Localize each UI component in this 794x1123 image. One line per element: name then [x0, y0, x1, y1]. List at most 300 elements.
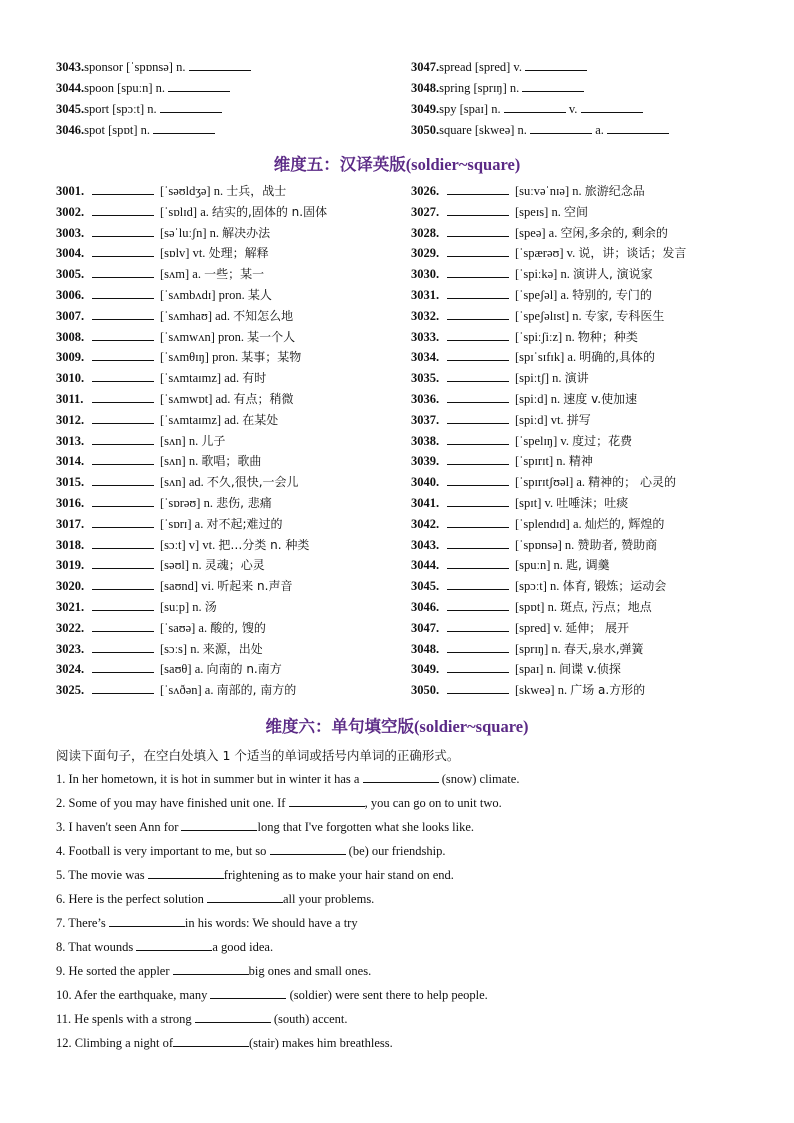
vocab-row — [56, 433, 225, 449]
definition: 特别的, 专门的 — [572, 288, 652, 302]
phonetic: [spaɪ] n. — [515, 662, 556, 677]
item-number: 3027. — [411, 204, 440, 219]
sentence-after: (snow) climate. — [438, 772, 520, 786]
item-number: 3034. — [411, 350, 440, 365]
answer-blank[interactable] — [136, 939, 212, 951]
phonetic: [ˈspɪrɪt] n. — [515, 454, 566, 469]
definition: 体育, 锻炼；运动会 — [562, 579, 667, 594]
answer-blank[interactable] — [447, 599, 509, 611]
item-number: 3050. — [411, 123, 440, 137]
sentence-before: 10. Afer the earthquake, many — [56, 988, 211, 1002]
sentence-before: 5. The movie was — [56, 868, 148, 882]
answer-blank[interactable] — [92, 266, 154, 278]
definition: 结实的,固体的 n.固体 — [212, 204, 328, 219]
answer-blank[interactable] — [447, 349, 509, 361]
answer-blank[interactable] — [530, 122, 592, 134]
sentence-before: 3. I haven't seen Ann for — [56, 820, 182, 834]
answer-blank[interactable] — [92, 516, 154, 528]
sentence-after: big ones and small ones. — [248, 964, 372, 978]
answer-blank[interactable] — [92, 682, 154, 694]
answer-blank[interactable] — [195, 1011, 271, 1023]
item-number: 3046. — [56, 123, 85, 137]
sentence-after: long that I've forgotten what she looks like. — [257, 820, 475, 834]
definition: 速度 v.使加速 — [563, 392, 638, 406]
phonetic: [sɔːt] v] vt. — [160, 537, 216, 552]
answer-blank[interactable] — [92, 474, 154, 486]
phonetic: [suːp] n. — [160, 600, 202, 614]
item-number: 3012. — [56, 412, 85, 427]
item-number: 3042. — [411, 516, 440, 531]
sentence-after: all your problems. — [283, 892, 375, 906]
vocab-row — [56, 204, 327, 220]
sentence-before: 12. Climbing a night of — [56, 1036, 174, 1050]
answer-blank[interactable] — [92, 578, 154, 590]
vocab-row — [56, 641, 263, 657]
vocab-row — [411, 287, 652, 303]
item-text: sport [spɔːt] n. — [84, 102, 157, 116]
definition: 南部的, 南方的 — [216, 683, 297, 698]
phonetic: [ˈspiːʃiːz] n. — [515, 329, 575, 344]
answer-blank[interactable] — [148, 867, 224, 879]
vocab-row — [411, 599, 652, 615]
item-number: 3016. — [56, 496, 85, 510]
answer-blank[interactable] — [92, 370, 154, 382]
vocab-row — [56, 329, 295, 345]
phonetic: [səʊl] n. — [160, 558, 202, 573]
definition: 有时 — [242, 371, 267, 386]
definition: 旅游纪念品 — [584, 184, 645, 198]
vocab-row — [411, 266, 653, 282]
definition: 某事；某物 — [241, 350, 302, 365]
sentence-item — [56, 939, 273, 955]
answer-blank[interactable] — [447, 682, 509, 694]
phonetic: [ˈsɒrəʊ] n. — [160, 496, 213, 510]
answer-blank[interactable] — [270, 843, 346, 855]
answer-blank[interactable] — [447, 287, 509, 299]
item-number: 3047. — [411, 60, 440, 74]
sentence-item — [56, 819, 474, 835]
top-row-item — [411, 59, 587, 75]
phonetic: [ˈsʌmtaɪmz] ad. — [160, 412, 240, 427]
answer-blank[interactable] — [289, 795, 365, 807]
sentence-before: 6. Here is the perfect solution — [56, 892, 207, 906]
top-row-item — [56, 59, 251, 75]
section6-instruction: 阅读下面句子，在空白处填入 1 个适当的单词或括号内单词的正确形式。 — [56, 748, 460, 763]
answer-blank[interactable] — [447, 391, 509, 403]
definition: 某人 — [247, 288, 272, 302]
item-extra: a. — [595, 123, 604, 137]
item-number: 3044. — [56, 81, 85, 95]
answer-blank[interactable] — [447, 557, 509, 569]
item-number: 3020. — [56, 579, 85, 594]
definition: 来源，出处 — [202, 641, 263, 656]
definition: 悲伤, 悲痛 — [216, 496, 272, 510]
phonetic: [sɒlv] vt. — [160, 246, 206, 261]
phonetic: [spred] v. — [515, 620, 563, 635]
sentence-before: 2. Some of you may have finished unit one. If — [56, 796, 289, 810]
answer-blank[interactable] — [92, 349, 154, 361]
vocab-row — [56, 225, 270, 241]
item-number: 3032. — [411, 308, 440, 323]
vocab-row — [56, 537, 309, 553]
vocab-row — [56, 474, 299, 490]
answer-blank[interactable] — [447, 225, 509, 237]
vocab-row — [411, 620, 629, 636]
item-number: 3015. — [56, 475, 85, 490]
vocab-row — [411, 391, 637, 407]
vocab-row — [56, 412, 278, 428]
sentence-before: 9. He sorted the appler — [56, 964, 173, 978]
phonetic: [ˈspeʃəlɪst] n. — [515, 308, 582, 323]
top-row-item — [411, 122, 669, 138]
answer-blank[interactable] — [92, 620, 154, 632]
phonetic: [speɪs] n. — [515, 204, 561, 219]
item-number: 3007. — [56, 308, 85, 323]
answer-blank[interactable] — [189, 59, 251, 71]
definition: 对不起;难过的 — [206, 516, 283, 531]
phonetic: [sɔːs] n. — [160, 641, 200, 656]
phonetic: [ˈsʌmhaʊ] ad. — [160, 308, 231, 323]
vocab-row — [411, 453, 593, 469]
definition: 延伸； 展开 — [565, 620, 630, 635]
definition: 匙, 调羹 — [566, 558, 610, 573]
vocab-row — [56, 578, 292, 594]
phonetic: [ˈsɒrɪ] a. — [160, 516, 204, 531]
sentence-before: 1. In her hometown, it is hot in summer but in winter it has a — [56, 772, 363, 786]
item-number: 3005. — [56, 267, 85, 282]
answer-blank[interactable] — [447, 661, 509, 673]
definition: 酸的, 馊的 — [210, 620, 266, 635]
answer-blank[interactable] — [525, 59, 587, 71]
phonetic: [ˈsɒlɪd] a. — [160, 204, 209, 219]
phonetic: [ˈspærəʊ] v. — [515, 246, 576, 261]
item-number: 3046. — [411, 600, 440, 614]
phonetic: [spɪt] v. — [515, 496, 554, 510]
item-number: 3014. — [56, 454, 85, 469]
answer-blank[interactable] — [447, 453, 509, 465]
item-number: 3029. — [411, 246, 440, 261]
answer-blank[interactable] — [447, 370, 509, 382]
answer-blank[interactable] — [92, 412, 154, 424]
item-number: 3041. — [411, 496, 440, 510]
answer-blank[interactable] — [92, 204, 154, 216]
vocab-row — [56, 183, 286, 199]
answer-blank[interactable] — [92, 537, 154, 549]
definition: 赞助者, 赞助商 — [577, 537, 658, 552]
definition: 灵魂；心灵 — [204, 558, 265, 573]
sentence-before: 7. There’s — [56, 916, 109, 930]
definition: 专家, 专科医生 — [584, 308, 665, 323]
answer-blank[interactable] — [522, 80, 584, 92]
definition: 一些；某一 — [204, 267, 265, 282]
item-number: 3019. — [56, 558, 85, 573]
top-row-item — [56, 101, 222, 117]
phonetic: [ˈsplendɪd] a. — [515, 516, 582, 531]
definition: 春天,泉水,弹簧 — [563, 641, 644, 656]
item-number: 3043. — [411, 537, 440, 552]
vocab-row — [56, 391, 294, 407]
phonetic: [ˈspeʃəl] a. — [515, 288, 570, 302]
definition: 处理；解释 — [208, 246, 269, 261]
phonetic: [ˈsʌmwʌn] pron. — [160, 329, 245, 344]
item-number: 3018. — [56, 537, 85, 552]
item-number: 3021. — [56, 600, 85, 614]
answer-blank[interactable] — [447, 495, 509, 507]
answer-blank[interactable] — [160, 101, 222, 113]
vocab-row — [56, 370, 266, 386]
answer-blank[interactable] — [207, 891, 283, 903]
vocab-row — [411, 516, 664, 532]
answer-blank[interactable] — [210, 987, 286, 999]
definition: 不久,很快,一会儿 — [206, 475, 299, 490]
answer-blank[interactable] — [447, 308, 509, 320]
definition: 物种；种类 — [577, 329, 638, 344]
definition: 斑点, 污点；地点 — [560, 600, 652, 614]
sentence-before: 8. That wounds — [56, 940, 137, 954]
answer-blank[interactable] — [447, 412, 509, 424]
sentence-after: (be) our friendship. — [345, 844, 446, 858]
answer-blank[interactable] — [447, 329, 509, 341]
answer-blank[interactable] — [153, 122, 215, 134]
sentence-item — [56, 795, 502, 811]
item-number: 3047. — [411, 620, 440, 635]
answer-blank[interactable] — [181, 819, 257, 831]
item-number: 3049. — [411, 102, 440, 116]
item-number: 3026. — [411, 184, 440, 198]
definition: 说，讲；谈话；发言 — [578, 246, 687, 261]
answer-blank[interactable] — [447, 204, 509, 216]
section5-title — [0, 151, 794, 175]
item-extra: v. — [568, 102, 578, 116]
phonetic: [spɒt] n. — [515, 600, 557, 614]
section5-title-en: (soldier~square) — [405, 155, 521, 174]
answer-blank[interactable] — [92, 287, 154, 299]
item-number: 3024. — [56, 662, 85, 677]
top-row-item — [411, 80, 584, 96]
vocab-row — [411, 412, 591, 428]
definition: 演讲 — [564, 371, 589, 386]
answer-blank[interactable] — [92, 308, 154, 320]
item-number: 3035. — [411, 371, 440, 386]
answer-blank[interactable] — [447, 537, 509, 549]
answer-blank[interactable] — [447, 245, 509, 257]
phonetic: [spuːn] n. — [515, 558, 563, 573]
definition: 灿烂的, 辉煌的 — [584, 516, 665, 531]
item-text: spoon [spuːn] n. — [84, 81, 166, 95]
sentence-item — [56, 987, 488, 1003]
definition: 汤 — [204, 600, 217, 614]
item-number: 3036. — [411, 392, 440, 406]
phonetic: [sʌn] ad. — [160, 475, 204, 490]
sentence-after: (south) accent. — [270, 1012, 348, 1026]
phonetic: [spɔːt] n. — [515, 579, 560, 594]
vocab-row — [56, 287, 272, 303]
definition: 听起来 n.声音 — [217, 579, 293, 594]
phonetic: [speə] a. — [515, 225, 558, 240]
phonetic: [ˈsʌðən] a. — [160, 683, 214, 698]
sentence-item — [56, 771, 519, 787]
answer-blank[interactable] — [447, 266, 509, 278]
phonetic: [suːvəˈnɪə] n. — [515, 184, 582, 198]
phonetic: [sʌn] n. — [160, 433, 199, 448]
definition: 有点；稍微 — [233, 392, 294, 406]
answer-blank[interactable] — [92, 661, 154, 673]
item-number: 3011. — [56, 392, 84, 406]
item-text: square [skweə] n. — [439, 123, 527, 137]
item-number: 3048. — [411, 81, 440, 95]
answer-blank[interactable] — [92, 433, 154, 445]
sentence-item — [56, 963, 371, 979]
answer-blank[interactable] — [173, 1035, 249, 1047]
definition: 不知怎么地 — [233, 308, 294, 323]
answer-blank[interactable] — [168, 80, 230, 92]
answer-blank[interactable] — [447, 641, 509, 653]
phonetic: [səˈluːʃn] n. — [160, 225, 220, 240]
answer-blank[interactable] — [92, 453, 154, 465]
answer-blank[interactable] — [581, 101, 643, 113]
vocab-row — [411, 308, 664, 324]
definition: 间谍 v.侦探 — [559, 662, 621, 677]
vocab-row — [411, 245, 686, 261]
item-number: 3004. — [56, 246, 85, 261]
phonetic: [ˈsʌmθɪŋ] pron. — [160, 350, 239, 365]
phonetic: [sʌm] a. — [160, 267, 201, 282]
phonetic: [ˈspɪrɪtʃʊəl] a. — [515, 475, 586, 490]
sentence-after: a good idea. — [212, 940, 274, 954]
phonetic: [ˈsʌmbʌdɪ] pron. — [160, 288, 245, 302]
phonetic: [sʌn] n. — [160, 454, 199, 469]
definition: 在某处 — [242, 412, 279, 427]
item-number: 3013. — [56, 433, 85, 448]
sentence-item — [56, 891, 374, 907]
item-text: spy [spaɪ] n. — [439, 102, 501, 116]
item-text: sponsor [ˈspɒnsə] n. — [84, 60, 186, 74]
definition: 明确的,具体的 — [579, 350, 656, 365]
definition: 某一个人 — [247, 329, 296, 344]
vocab-row — [56, 266, 264, 282]
sentence-item — [56, 867, 454, 883]
answer-blank[interactable] — [447, 474, 509, 486]
item-number: 3037. — [411, 412, 440, 427]
phonetic: [spiːd] vt. — [515, 412, 564, 427]
vocab-row — [56, 516, 283, 532]
definition: 精神 — [568, 454, 593, 469]
vocab-row — [411, 661, 621, 677]
item-number: 3025. — [56, 683, 85, 698]
answer-blank[interactable] — [92, 495, 154, 507]
answer-blank[interactable] — [92, 245, 154, 257]
phonetic: [ˈsaʊə] a. — [160, 620, 208, 635]
phonetic: [ˈsʌmtaɪmz] ad. — [160, 371, 240, 386]
sentence-before: 11. He spenls with a strong — [56, 1012, 195, 1026]
vocab-row — [56, 599, 217, 615]
item-number: 3028. — [411, 225, 440, 240]
phonetic: [skweə] n. — [515, 683, 568, 698]
answer-blank[interactable] — [92, 641, 154, 653]
vocab-row — [411, 329, 638, 345]
item-number: 3045. — [411, 579, 440, 594]
vocab-row — [411, 578, 666, 594]
sentence-after: , you can go on to unit two. — [364, 796, 502, 810]
item-number: 3045. — [56, 102, 85, 116]
vocab-row — [56, 495, 272, 511]
answer-blank[interactable] — [447, 620, 509, 632]
vocab-row — [411, 557, 610, 573]
vocab-row — [411, 474, 676, 490]
vocab-row — [56, 308, 293, 324]
answer-blank[interactable] — [447, 516, 509, 528]
definition: 空间 — [563, 204, 588, 219]
sentence-after: in his words: We should have a try — [184, 916, 358, 930]
vocab-row — [56, 557, 265, 573]
vocab-row — [411, 682, 645, 698]
item-number: 3002. — [56, 204, 85, 219]
vocab-row — [56, 245, 269, 261]
definition: 度过；花费 — [572, 433, 633, 448]
vocab-row — [411, 495, 628, 511]
vocab-row — [411, 641, 644, 657]
answer-blank[interactable] — [447, 183, 509, 195]
answer-blank[interactable] — [92, 599, 154, 611]
phonetic: [saʊnd] vi. — [160, 579, 215, 594]
answer-blank[interactable] — [92, 391, 154, 403]
item-number: 3003. — [56, 225, 85, 240]
top-row-item — [56, 80, 230, 96]
item-number: 3040. — [411, 475, 440, 490]
item-number: 3008. — [56, 329, 85, 344]
item-text: spring [sprɪŋ] n. — [439, 81, 520, 95]
phonetic: [saʊθ] a. — [160, 662, 204, 677]
answer-blank[interactable] — [92, 183, 154, 195]
answer-blank[interactable] — [92, 329, 154, 341]
item-number: 3022. — [56, 620, 85, 635]
sentence-item — [56, 915, 358, 931]
vocab-row — [56, 682, 296, 698]
answer-blank[interactable] — [447, 433, 509, 445]
answer-blank[interactable] — [447, 578, 509, 590]
sentence-item — [56, 1035, 393, 1051]
vocab-row — [411, 349, 655, 365]
phonetic: [ˈspiːkə] n. — [515, 267, 570, 282]
answer-blank[interactable] — [109, 915, 185, 927]
answer-blank[interactable] — [173, 963, 249, 975]
item-number: 3010. — [56, 371, 85, 386]
sentence-after: (stair) makes him breathless. — [249, 1036, 393, 1050]
sentence-item — [56, 843, 446, 859]
phonetic: [spɪˈsɪfɪk] a. — [515, 350, 577, 365]
answer-blank[interactable] — [504, 101, 566, 113]
definition: 歌唱；歌曲 — [201, 454, 262, 469]
section6-title-cn: 维度六：单句填空版 — [265, 717, 414, 736]
phonetic: [ˈspelɪŋ] v. — [515, 433, 569, 448]
item-number: 3050. — [411, 683, 440, 698]
item-text: spread [spred] v. — [439, 60, 522, 74]
item-number: 3006. — [56, 288, 85, 302]
sentence-after: frightening as to make your hair stand on end. — [223, 868, 454, 882]
answer-blank[interactable] — [92, 225, 154, 237]
definition: 空闲,多余的, 剩余的 — [560, 225, 668, 240]
sentence-before: 4. Football is very important to me, but so — [56, 844, 270, 858]
definition: 向南的 n.南方 — [206, 662, 282, 677]
sentence-after: (soldier) were sent there to help people. — [286, 988, 488, 1002]
answer-blank[interactable] — [92, 557, 154, 569]
vocab-row — [56, 661, 282, 677]
phonetic: [ˈsəʊldʒə] n. — [160, 184, 224, 198]
answer-blank[interactable] — [363, 771, 439, 783]
item-number: 3030. — [411, 267, 440, 282]
item-number: 3033. — [411, 329, 440, 344]
answer-blank[interactable] — [607, 122, 669, 134]
